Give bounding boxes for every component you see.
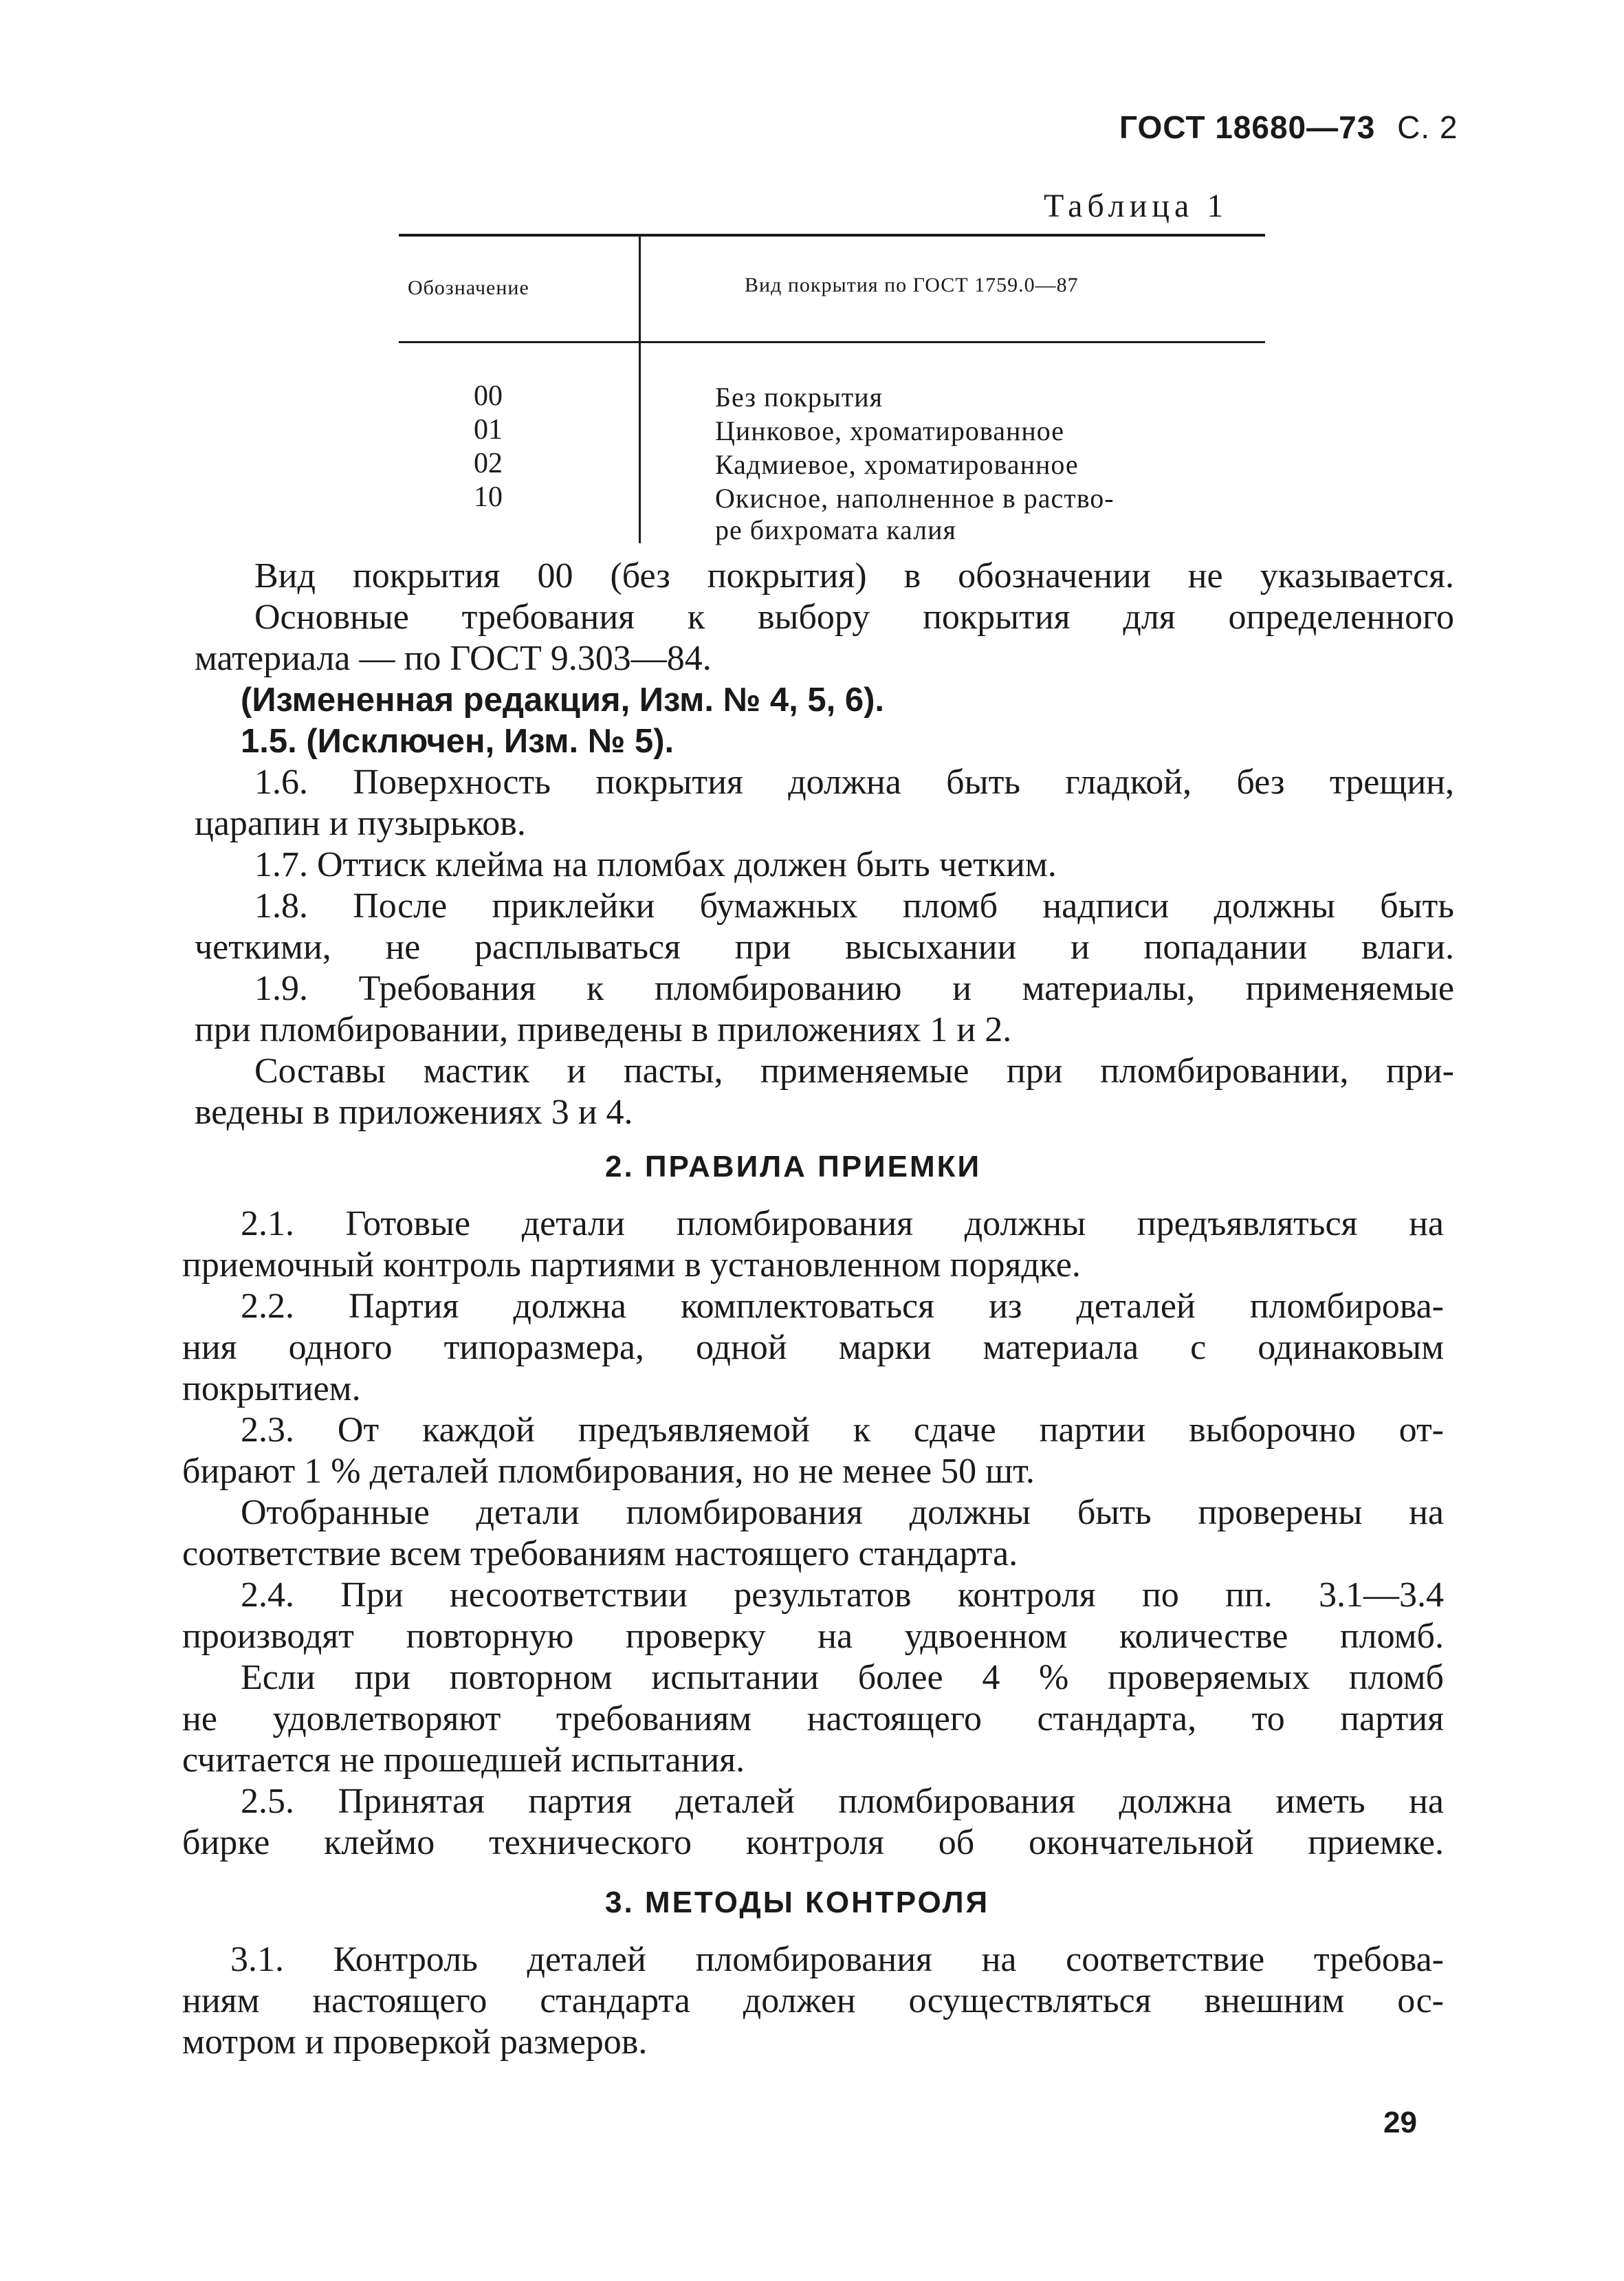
- text-line: Вид покрытия 00 (без покрытия) в обозначении не указывается.: [254, 556, 1454, 596]
- table-header-rule: [399, 341, 1265, 343]
- text-line: 1.7. Оттиск клейма на пломбах должен быть четким.: [254, 845, 1057, 884]
- table-code-01: 01: [474, 414, 503, 446]
- running-header: [1119, 109, 1458, 146]
- page-number: 29: [1383, 2106, 1417, 2139]
- text-line: считается не прошедшей испытания.: [182, 1740, 745, 1780]
- amendment-note: (Измененная редакция, Изм. № 4, 5, 6).: [241, 681, 885, 719]
- table-desc-10: Окисное, наполненное в раство-: [715, 483, 1115, 514]
- text-line: 2.4. При несоответствии результатов контроля по пп. 3.1—3.4: [241, 1575, 1444, 1615]
- text-line: не удовлетворяют требованиям настоящего стандарта, то партия: [182, 1699, 1444, 1738]
- text-line: 2.5. Принятая партия деталей пломбирования должна иметь на: [241, 1782, 1444, 1821]
- text-line: 2.1. Готовые детали пломбирования должны предъявляться на: [241, 1204, 1444, 1243]
- table-desc-00: Без покрытия: [715, 382, 884, 413]
- text-line: ниям настоящего стандарта должен осуществляться внешним ос-: [182, 1981, 1444, 2020]
- text-line: бирают 1 % деталей пломбирования, но не менее 50 шт.: [182, 1452, 1035, 1491]
- table-caption: Таблица 1: [1044, 188, 1229, 224]
- table-code-02: 02: [474, 448, 503, 479]
- table-top-rule: [399, 234, 1265, 237]
- table-code-10: 10: [474, 481, 503, 513]
- text-line: ведены в приложениях 3 и 4.: [195, 1093, 633, 1132]
- text-line: 1.6. Поверхность покрытия должна быть гладкой, без трещин,: [254, 763, 1454, 802]
- text-line: Составы мастик и пасты, применяемые при пломбировании, при-: [254, 1051, 1454, 1091]
- text-line: приемочный контроль партиями в установленном порядке.: [182, 1245, 1081, 1285]
- table-column-divider: [639, 235, 641, 543]
- table-col-header-type: Вид покрытия по ГОСТ 1759.0—87: [745, 274, 1079, 296]
- text-line: 2.3. От каждой предъявляемой к сдаче партии выборочно от-: [241, 1410, 1444, 1450]
- gost-designation: ГОСТ 18680—73: [1119, 109, 1376, 145]
- text-line: 2.2. Партия должна комплектоваться из деталей пломбирова-: [241, 1287, 1444, 1326]
- section-heading-methods: 3. МЕТОДЫ КОНТРОЛЯ: [605, 1886, 990, 1919]
- text-line: Основные требования к выбору покрытия для определенного: [254, 598, 1454, 637]
- table-desc-01: Цинковое, хроматированное: [715, 415, 1065, 446]
- text-line: Если при повторном испытании более 4 % проверяемых пломб: [241, 1658, 1444, 1697]
- table-desc-10-cont: ре бихромата калия: [715, 514, 956, 545]
- text-line: 3.1. Контроль деталей пломбирования на соответствие требова-: [230, 1940, 1444, 1979]
- text-line: при пломбировании, приведены в приложениях 1 и 2.: [195, 1010, 1012, 1049]
- text-line: материала — по ГОСТ 9.303—84.: [195, 639, 712, 678]
- text-line: соответствие всем требованиям настоящего стандарта.: [182, 1534, 1018, 1573]
- table-desc-02: Кадмиевое, хроматированное: [715, 449, 1079, 480]
- text-line: ния одного типоразмера, одной марки материала с одинаковым: [182, 1328, 1444, 1367]
- text-line: Отобранные детали пломбирования должны быть проверены на: [241, 1493, 1444, 1532]
- page-ref: С. 2: [1397, 109, 1458, 145]
- text-line: бирке клеймо технического контроля об окончательной приемке.: [182, 1823, 1444, 1862]
- section-heading-acceptance: 2. ПРАВИЛА ПРИЕМКИ: [605, 1150, 982, 1183]
- text-line: покрытием.: [182, 1369, 361, 1408]
- excluded-clause: 1.5. (Исключен, Изм. № 5).: [241, 723, 674, 760]
- text-line: 1.8. После приклейки бумажных пломб надписи должны быть: [254, 886, 1454, 926]
- table-col-header-code: Обозначение: [408, 276, 529, 299]
- text-line: четкими, не расплываться при высыхании и попадании влаги.: [195, 928, 1454, 967]
- text-line: 1.9. Требования к пломбированию и материалы, применяемые: [254, 969, 1454, 1008]
- text-line: царапин и пузырьков.: [195, 804, 526, 843]
- text-line: мотром и проверкой размеров.: [182, 2022, 648, 2062]
- table-code-00: 00: [474, 380, 503, 412]
- text-line: производят повторную проверку на удвоенном количестве пломб.: [182, 1617, 1444, 1656]
